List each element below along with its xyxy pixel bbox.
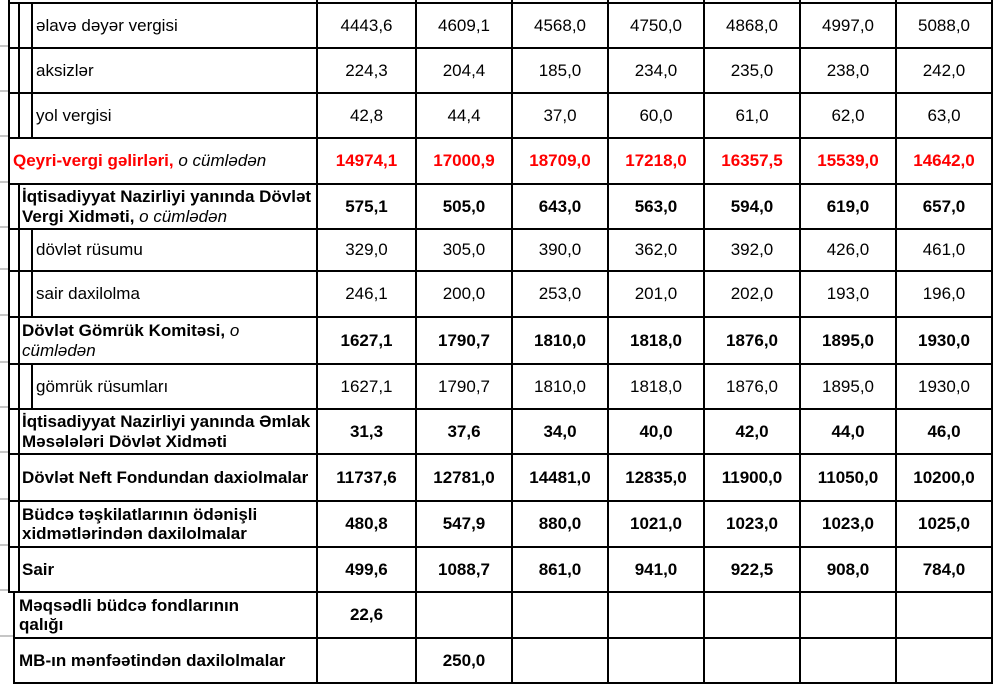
gridline [0,498,8,500]
table-row [8,272,993,318]
value-cell[interactable]: 193,0 [801,272,897,316]
row-label: Qeyri-vergi gəlirləri, [13,151,174,171]
value-cell[interactable]: 461,0 [897,230,993,270]
row-label-cell[interactable] [20,455,318,500]
clipped-cell [318,0,417,2]
gridline [0,361,8,363]
value-cell[interactable] [513,593,609,637]
gridline [0,226,8,228]
value-cell[interactable]: 4997,0 [801,4,897,47]
value-cell[interactable]: 941,0 [609,548,705,591]
value-cell[interactable]: 1810,0 [513,365,609,408]
value-cell[interactable]: 224,3 [318,49,417,92]
row-label: sair daxilolma [36,284,140,304]
value-cell[interactable]: 11900,0 [705,455,801,500]
value-cell[interactable]: 5088,0 [897,4,993,47]
table-row [8,365,993,410]
clipped-cell [705,0,801,2]
indent-cell[interactable] [20,230,33,270]
row-label: gömrük rüsumları [36,376,169,396]
value-cell[interactable]: 15539,0 [801,139,897,183]
value-cell[interactable]: 17000,9 [417,139,513,183]
value-cell[interactable]: 31,3 [318,410,417,453]
value-cell[interactable]: 16357,5 [705,139,801,183]
row-label-cell[interactable] [33,94,318,137]
clipped-cell [609,0,705,2]
indent-cell[interactable] [10,455,20,500]
value-cell[interactable]: 1818,0 [609,318,705,363]
value-cell[interactable]: 238,0 [801,49,897,92]
row-label: yol vergisi [36,105,112,125]
value-cell[interactable]: 1025,0 [897,502,993,546]
table-row [8,4,993,49]
value-cell[interactable]: 922,5 [705,548,801,591]
value-cell[interactable]: 185,0 [513,49,609,92]
row-label: Məqsədli büdcə fondlarının qalığı [19,595,240,634]
value-cell[interactable] [417,593,513,637]
gridline [0,135,8,137]
table-row [8,185,993,230]
value-cell[interactable]: 499,6 [318,548,417,591]
value-cell[interactable]: 547,9 [417,502,513,546]
row-label-cell[interactable] [20,185,318,228]
value-cell[interactable]: 11737,6 [318,455,417,500]
value-cell[interactable]: 4750,0 [609,4,705,47]
value-cell[interactable]: 908,0 [801,548,897,591]
row-label: Dövlət Gömrük Komitəsi, [22,321,226,341]
value-cell[interactable]: 37,6 [417,410,513,453]
value-cell[interactable]: 594,0 [705,185,801,228]
table-row [13,639,993,684]
budget-revenue-table [8,0,993,684]
clipped-cell [897,0,993,2]
value-cell[interactable]: 784,0 [897,548,993,591]
clipped-cell [417,0,513,2]
value-cell[interactable]: 62,0 [801,94,897,137]
row-label-cell[interactable] [33,49,318,92]
row-label: İqtisadiyyat Nazirliyi yanında Əmlak Məsələləri Dövlət Xidməti [22,412,311,451]
value-cell[interactable]: 46,0 [897,410,993,453]
value-cell[interactable]: 4568,0 [513,4,609,47]
row-label-suffix: o cümlədən [22,321,240,360]
table-row [8,455,993,502]
value-cell[interactable]: 880,0 [513,502,609,546]
row-label: Sair [22,559,55,579]
value-cell[interactable]: 1023,0 [705,502,801,546]
value-cell[interactable]: 12781,0 [417,455,513,500]
value-cell[interactable]: 14974,1 [318,139,417,183]
table-row [8,410,993,455]
value-cell[interactable] [318,639,417,682]
row-label-cell[interactable] [15,639,318,682]
indent-cell[interactable] [20,94,33,137]
row-label-cell[interactable] [20,318,318,363]
row-label-cell[interactable] [10,139,318,183]
value-cell[interactable]: 505,0 [417,185,513,228]
row-label-cell[interactable] [33,4,318,47]
value-cell[interactable] [801,639,897,682]
value-cell[interactable]: 1895,0 [801,365,897,408]
gridline [0,181,8,183]
value-cell[interactable]: 40,0 [609,410,705,453]
gridline [0,45,8,47]
value-cell[interactable]: 329,0 [318,230,417,270]
value-cell[interactable]: 4868,0 [705,4,801,47]
indent-cell[interactable] [20,272,33,316]
value-cell[interactable]: 1021,0 [609,502,705,546]
value-cell[interactable]: 1895,0 [801,318,897,363]
value-cell[interactable]: 575,1 [318,185,417,228]
gridline [0,90,8,92]
value-cell[interactable]: 1790,7 [417,318,513,363]
value-cell[interactable]: 1627,1 [318,365,417,408]
value-cell[interactable] [513,639,609,682]
indent-cell[interactable] [10,4,20,47]
row-label: İqtisadiyyat Nazirliyi yanında Dövlət Vergi Xidməti, [22,187,312,226]
value-cell[interactable]: 11050,0 [801,455,897,500]
value-cell[interactable]: 63,0 [897,94,993,137]
value-cell[interactable]: 480,8 [318,502,417,546]
gridline [0,268,8,270]
value-cell[interactable] [801,593,897,637]
gridline [0,406,8,408]
row-label-cell[interactable] [20,548,318,591]
value-cell[interactable]: 390,0 [513,230,609,270]
value-cell[interactable]: 1023,0 [801,502,897,546]
indent-cell[interactable] [10,272,20,316]
value-cell[interactable] [609,639,705,682]
value-cell[interactable]: 196,0 [897,272,993,316]
value-cell[interactable]: 1088,7 [417,548,513,591]
value-cell[interactable]: 250,0 [417,639,513,682]
value-cell[interactable]: 657,0 [897,185,993,228]
value-cell[interactable]: 426,0 [801,230,897,270]
value-cell[interactable]: 1627,1 [318,318,417,363]
indent-cell[interactable] [10,548,20,591]
value-cell[interactable] [609,593,705,637]
value-cell[interactable]: 1810,0 [513,318,609,363]
clipped-cell [10,0,318,2]
row-label: Büdcə təşkilatlarının ödənişli xidmətlərindən daxilolmalar [22,504,258,543]
value-cell[interactable]: 22,6 [318,593,417,637]
indent-cell[interactable] [20,365,33,408]
value-cell[interactable]: 619,0 [801,185,897,228]
gridline [0,451,8,453]
row-label-cell[interactable] [33,230,318,270]
value-cell[interactable]: 200,0 [417,272,513,316]
row-label-suffix: o cümlədən [134,206,228,226]
value-cell[interactable]: 392,0 [705,230,801,270]
table-row [8,318,993,365]
value-cell[interactable]: 18709,0 [513,139,609,183]
value-cell[interactable]: 253,0 [513,272,609,316]
clipped-cell [801,0,897,2]
value-cell[interactable]: 34,0 [513,410,609,453]
indent-cell[interactable] [20,4,33,47]
value-cell[interactable]: 14481,0 [513,455,609,500]
row-label-cell[interactable] [20,410,318,453]
value-cell[interactable]: 202,0 [705,272,801,316]
row-label: əlavə dəyər vergisi [36,15,178,35]
indent-cell[interactable] [10,49,20,92]
value-cell[interactable]: 60,0 [609,94,705,137]
value-cell[interactable]: 17218,0 [609,139,705,183]
table-row [8,139,993,185]
table-row [8,49,993,94]
value-cell[interactable]: 1790,7 [417,365,513,408]
value-cell[interactable]: 1930,0 [897,318,993,363]
table-row [8,548,993,593]
row-label-suffix: o cümlədən [173,151,267,171]
value-cell[interactable]: 61,0 [705,94,801,137]
value-cell[interactable]: 42,0 [705,410,801,453]
row-label-cell[interactable] [33,365,318,408]
value-cell[interactable]: 362,0 [609,230,705,270]
row-label: aksizlər [36,60,94,80]
indent-cell[interactable] [10,185,20,228]
value-cell[interactable]: 563,0 [609,185,705,228]
gridline [0,314,8,316]
row-label: dövlət rüsumu [36,240,143,260]
value-cell[interactable] [705,593,801,637]
indent-cell[interactable] [10,365,20,408]
indent-cell[interactable] [20,49,33,92]
table-row [8,230,993,272]
value-cell[interactable]: 246,1 [318,272,417,316]
table-row [13,593,993,639]
indent-cell[interactable] [10,318,20,363]
value-cell[interactable]: 861,0 [513,548,609,591]
value-cell[interactable]: 242,0 [897,49,993,92]
clipped-cell [513,0,609,2]
value-cell[interactable]: 1930,0 [897,365,993,408]
value-cell[interactable] [897,593,993,637]
value-cell[interactable]: 1876,0 [705,365,801,408]
value-cell[interactable]: 44,0 [801,410,897,453]
value-cell[interactable]: 10200,0 [897,455,993,500]
value-cell[interactable]: 235,0 [705,49,801,92]
value-cell[interactable]: 305,0 [417,230,513,270]
value-cell[interactable]: 12835,0 [609,455,705,500]
row-label: Dövlət Neft Fondundan daxiolmalar [22,467,309,487]
value-cell[interactable]: 643,0 [513,185,609,228]
row-label: MB-ın mənfəətindən daxilolmalar [19,650,286,670]
row-label-cell[interactable] [15,593,318,637]
value-cell[interactable] [705,639,801,682]
indent-cell[interactable] [10,502,20,546]
value-cell[interactable]: 44,4 [417,94,513,137]
indent-cell[interactable] [10,94,20,137]
gridline [0,544,8,546]
table-row [8,502,993,548]
value-cell[interactable]: 42,8 [318,94,417,137]
indent-cell[interactable] [10,410,20,453]
value-cell[interactable]: 201,0 [609,272,705,316]
table-row [8,94,993,139]
row-label-cell[interactable] [33,272,318,316]
row-label-cell[interactable] [20,502,318,546]
value-cell[interactable] [897,639,993,682]
indent-cell[interactable] [10,230,20,270]
value-cell[interactable]: 37,0 [513,94,609,137]
value-cell[interactable]: 234,0 [609,49,705,92]
value-cell[interactable]: 1818,0 [609,365,705,408]
value-cell[interactable]: 4443,6 [318,4,417,47]
value-cell[interactable]: 1876,0 [705,318,801,363]
value-cell[interactable]: 4609,1 [417,4,513,47]
value-cell[interactable]: 204,4 [417,49,513,92]
value-cell[interactable]: 14642,0 [897,139,993,183]
